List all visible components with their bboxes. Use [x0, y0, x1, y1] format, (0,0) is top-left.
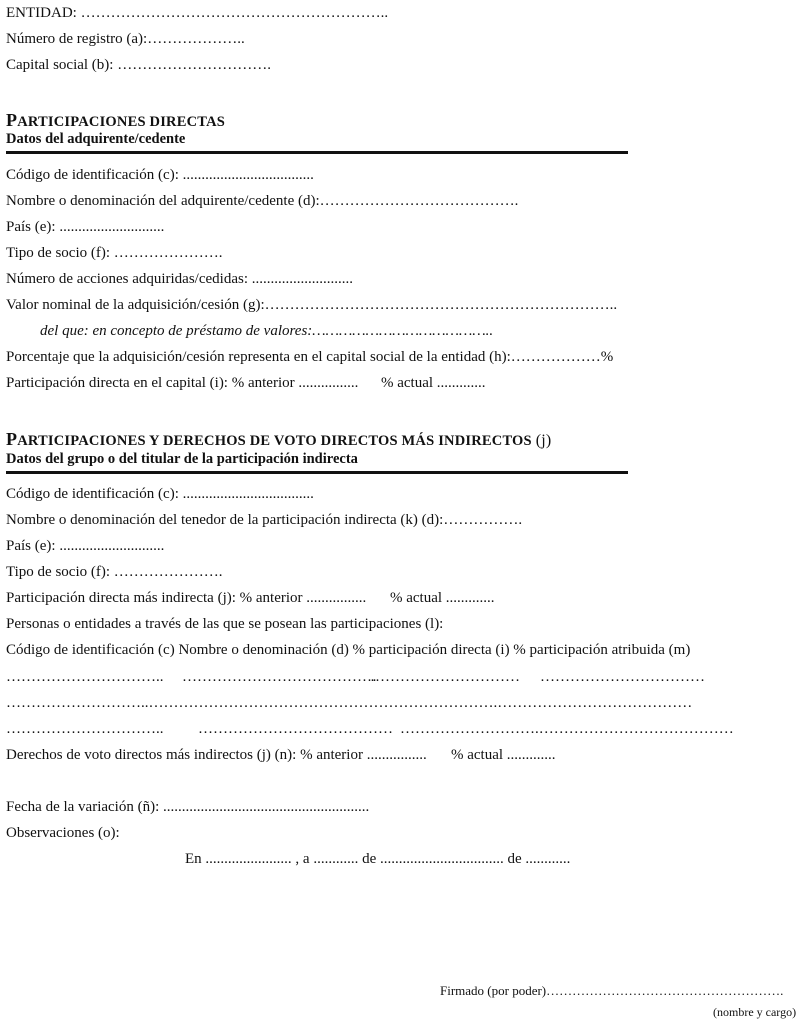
codigo-identificacion-field: Código de identificación (c): ...................................: [6, 486, 314, 502]
section-subtitle: Datos del adquirente/cedente: [6, 131, 186, 147]
tipo-socio-field: Tipo de socio (f): ………………….: [6, 564, 223, 580]
tipo-socio-field: Tipo de socio (f): ………………….: [6, 245, 223, 261]
table-row-line: ………………………..…………………………………………………………….…………………………………: [6, 695, 693, 711]
numero-acciones-field: Número de acciones adquiridas/cedidas: ...........................: [6, 271, 353, 287]
table-cell: …………………………: [370, 669, 520, 685]
codigo-identificacion-field: Código de identificación (c): ...................................: [6, 167, 314, 183]
section-title-rest: ARTICIPACIONES DIRECTAS: [17, 114, 226, 130]
numero-registro-line: Número de registro (a):………………..: [6, 31, 245, 47]
table-header-row: Código de identificación (c) Nombre o denominación (d) % participación directa (i) % participación atribuida (m): [6, 642, 691, 658]
fecha-variacion-field: Fecha de la variación (ñ): .......................................................: [6, 799, 370, 815]
section-title-suffix: (j): [535, 432, 552, 449]
lugar-fecha-line: En ....................... , a ............ de ................................. de ............: [185, 851, 571, 867]
section-title-initial: P: [6, 429, 18, 449]
entidad-line: ENTIDAD: ……………………………………………………..: [6, 5, 389, 21]
nombre-cargo-label: (nombre y cargo): [713, 1005, 797, 1019]
pais-field: País (e): ............................: [6, 219, 165, 235]
table-cell: …………………………..: [6, 721, 164, 737]
section-divider: [6, 471, 628, 474]
participacion-directa-anterior-field: Participación directa en el capital (i): % anterior ................: [6, 375, 359, 391]
firmado-line: Firmado (por poder)……………………………………………….: [440, 983, 784, 998]
nombre-adquirente-field: Nombre o denominación del adquirente/cedente (d):………………………………….: [6, 193, 519, 209]
table-cell: …………………………..: [6, 669, 164, 685]
nombre-tenedor-field: Nombre o denominación del tenedor de la participación indirecta (k) (d):…………….: [6, 512, 523, 528]
derechos-voto-actual-field: % actual .............: [451, 747, 556, 763]
section-title-directos-mas-indirectos: [6, 429, 551, 450]
porcentaje-field: Porcentaje que la adquisición/cesión representa en el capital social de la entidad (h):………………%: [6, 349, 614, 365]
table-cell: …………………………………: [182, 669, 377, 685]
derechos-voto-anterior-field: Derechos de voto directos más indirectos (j) (n): % anterior ................: [6, 747, 427, 763]
table-cell: ……………………….…………………………………: [400, 721, 734, 737]
table-cell: ……………………………: [540, 669, 705, 685]
participacion-indirecta-anterior-field: Participación directa más indirecta (j): % anterior ................: [6, 590, 367, 606]
section-title-rest: ARTICIPACIONES Y DERECHOS DE VOTO DIRECTOS MÁS INDIRECTOS: [17, 433, 532, 449]
participacion-directa-actual-field: % actual .............: [381, 375, 486, 391]
participacion-indirecta-actual-field: % actual .............: [390, 590, 495, 606]
section-subtitle: Datos del grupo o del titular de la participación indirecta: [6, 451, 358, 467]
section-divider: [6, 151, 628, 154]
prestamo-valores-field: del que: en concepto de préstamo de valores:…………………………………..: [40, 323, 494, 339]
pais-field: País (e): ............................: [6, 538, 165, 554]
personas-entidades-label: Personas o entidades a través de las que se posean las participaciones (l):: [6, 616, 444, 632]
section-title-initial: P: [6, 110, 18, 130]
observaciones-label: Observaciones (o):: [6, 825, 120, 841]
valor-nominal-field: Valor nominal de la adquisición/cesión (g):……………………………………………………………..: [6, 297, 618, 313]
capital-social-line: Capital social (b): ………………………….: [6, 57, 271, 73]
section-title-participaciones-directas: [6, 110, 225, 131]
table-cell: …………………………………: [198, 721, 393, 737]
